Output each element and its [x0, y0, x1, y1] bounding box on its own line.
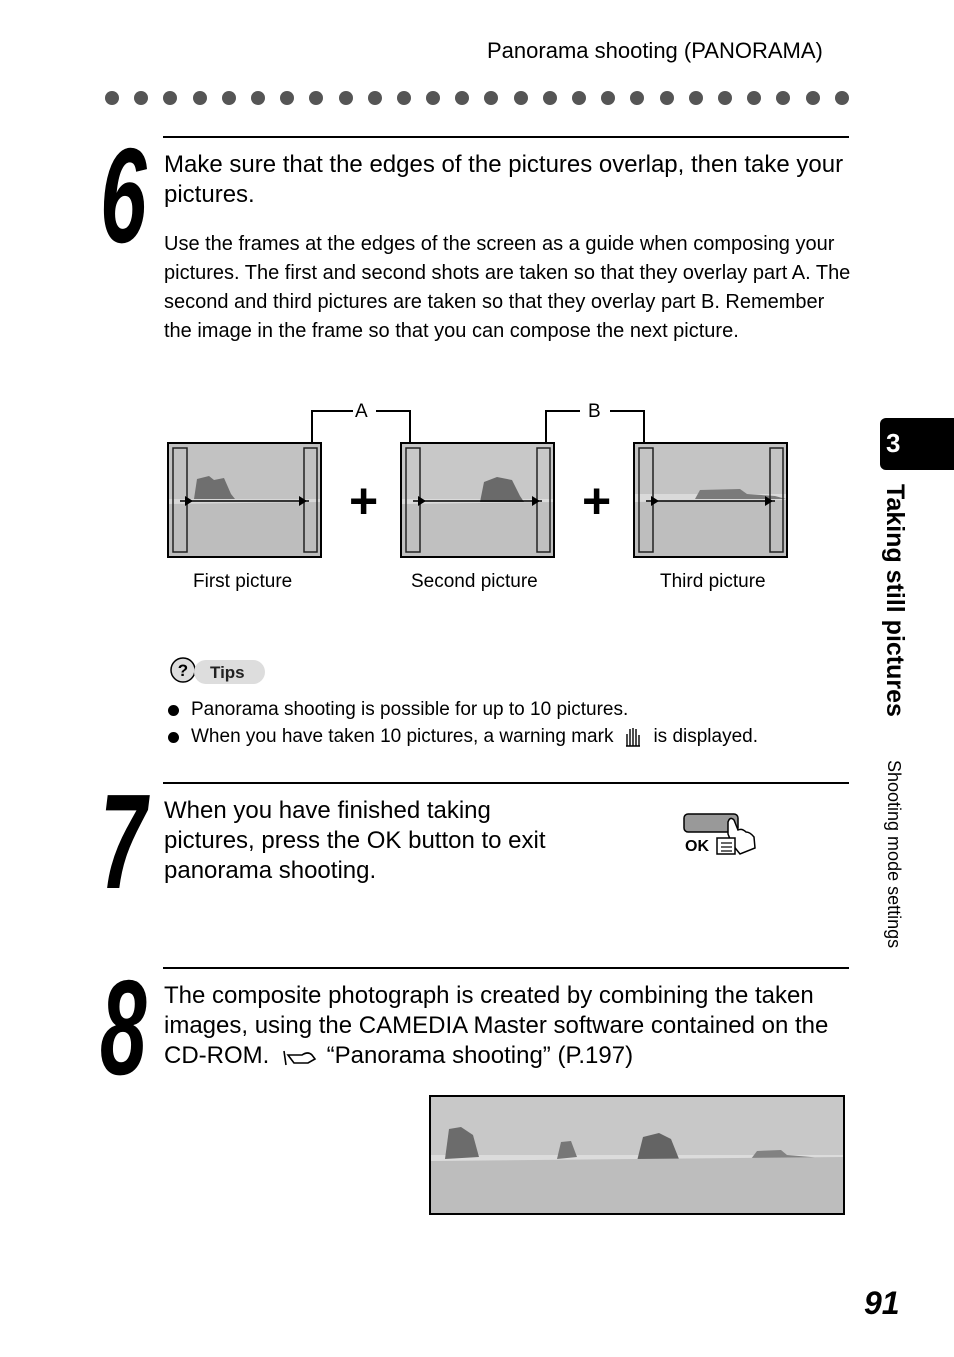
step-7-title: When you have finished taking pictures, press the OK button to exit panorama shooting.: [164, 797, 546, 884]
sidebar-section-subtitle: Shooting mode settings: [884, 760, 904, 949]
hand-warning-icon: [623, 726, 643, 748]
step-8-title: The composite photograph is created by combining the taken images, using the CAMEDIA Master software contained on the CD-ROM. “Panorama shooting” (P.197): [164, 982, 829, 1069]
overlap-label-a: A: [355, 401, 368, 422]
chapter-tab: [880, 418, 954, 470]
page-header-title: Panorama shooting (PANORAMA): [487, 38, 823, 63]
ok-button-press-icon: [682, 810, 762, 860]
composite-panorama-image: [429, 1095, 845, 1215]
reference-pointer-icon: [282, 1045, 318, 1067]
step-7-rule: [163, 782, 849, 784]
tips-badge: [170, 654, 265, 686]
step-6-rule: [163, 136, 849, 138]
third-picture-image: [635, 444, 786, 556]
tip-item-1: Panorama shooting is possible for up to 10 pictures.: [168, 699, 628, 721]
step-7-number: 7: [100, 766, 147, 917]
page-number: 91: [864, 1285, 900, 1321]
chapter-number: 3: [886, 428, 901, 458]
plus-sign-1: +: [349, 473, 379, 529]
caption-second-picture: Second picture: [411, 571, 538, 592]
step-6-title: Make sure that the edges of the pictures overlap, then take your pictures.: [164, 151, 844, 208]
first-picture-image: [169, 444, 320, 556]
third-picture-frame: [633, 442, 788, 558]
tips-label: Tips: [210, 663, 245, 682]
overlap-label-b: B: [588, 401, 601, 422]
step-6-number: 6: [100, 120, 147, 271]
svg-text:?: ?: [177, 661, 189, 680]
ok-button-label: OK: [685, 838, 709, 855]
first-picture-frame: [167, 442, 322, 558]
second-picture-frame: [400, 442, 555, 558]
step-6-body: Use the frames at the edges of the screen as a guide when composing your pictures. The first and second shots are taken so that they overlay part A. The second and third pictures are taken so that they overlay part B. Remember the image in the frame so that you can compose the next picture.: [164, 233, 851, 342]
dotted-divider: [105, 89, 849, 107]
tip-item-2: When you have taken 10 pictures, a warning mark is displayed.: [168, 726, 758, 748]
caption-first-picture: First picture: [193, 571, 293, 592]
step-8-number: 8: [100, 952, 147, 1103]
step-8-rule: [163, 967, 849, 969]
caption-third-picture: Third picture: [660, 571, 766, 592]
second-picture-image: [402, 444, 553, 556]
sidebar-chapter-title: Taking still pictures: [881, 484, 909, 717]
plus-sign-2: +: [582, 473, 612, 529]
